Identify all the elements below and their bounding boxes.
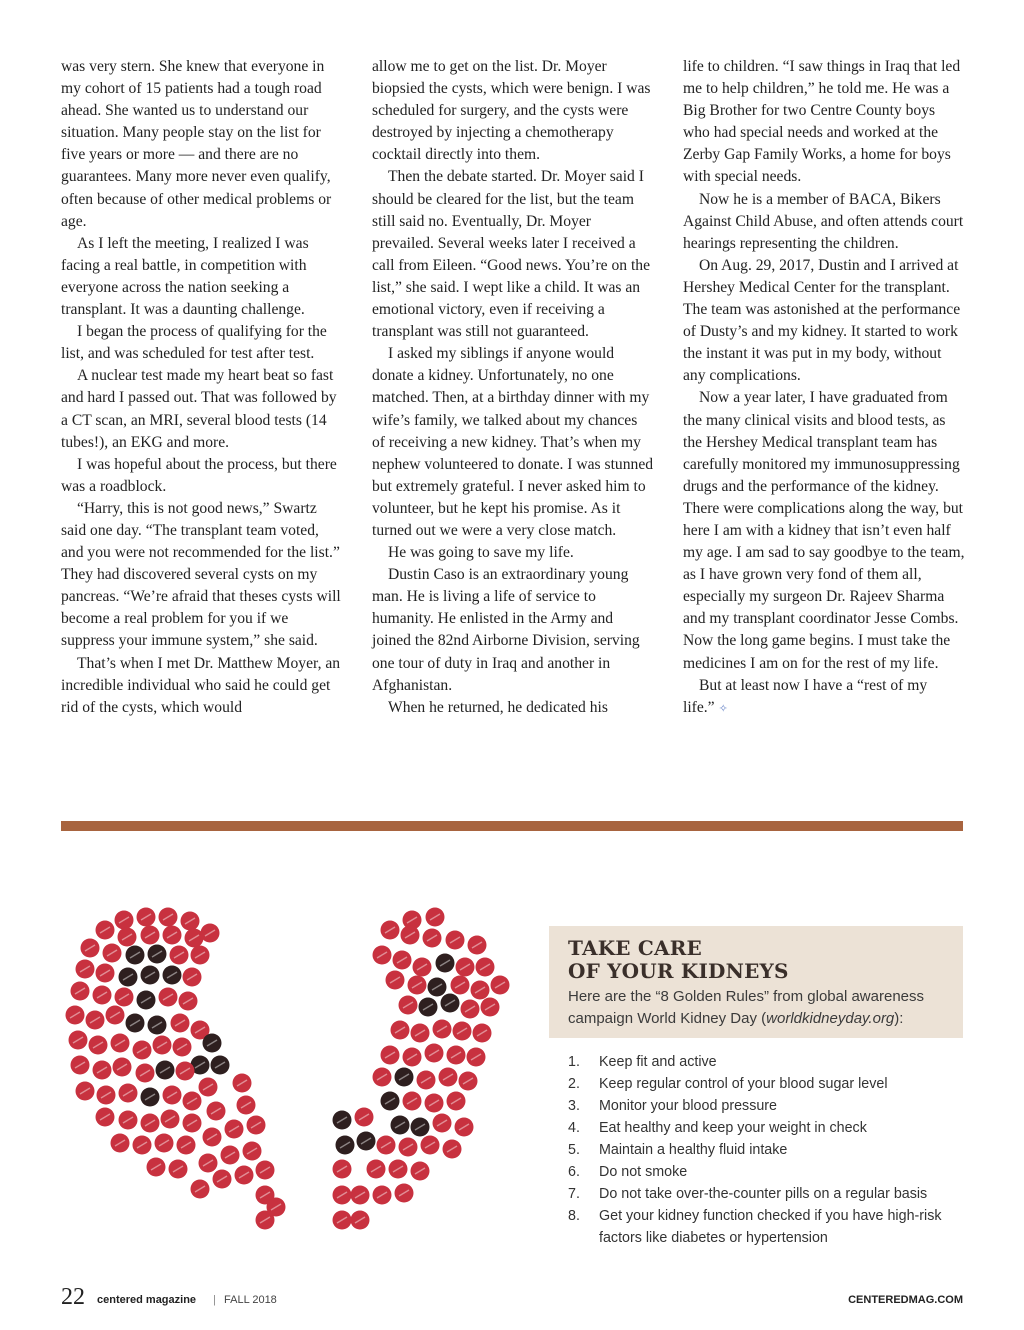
paragraph (683, 675, 965, 720)
sidebar-intro (568, 986, 953, 1030)
list-item (568, 1183, 963, 1205)
list-text: Maintain a healthy fluid intake (599, 1142, 788, 1158)
list-number: 1. (568, 1054, 580, 1070)
list-text: Monitor your blood pressure (599, 1098, 778, 1114)
sidebar-title-line-2: OF YOUR KIDNEYS (568, 959, 789, 983)
section-divider (61, 821, 963, 831)
sidebar-title (568, 937, 789, 983)
paragraph: Now he is a member of BACA, Bikers Against Child Abuse, and often attends court hearings representing the children. (683, 190, 964, 252)
list-item (568, 1139, 963, 1161)
paragraph: Dustin Caso is an extraordinary young man. He is living a life of service to humanity. He enlisted in the Army and joined the 82nd Airborne Division, serving one tour of duty in Iraq and another in Afghanistan. (372, 566, 640, 694)
golden-rules-list (568, 1051, 963, 1249)
paragraph: Now a year later, I have graduated from the many clinical visits and blood tests, as the Hershey Medical transplant team has carefully monitored my immunosuppressing drugs and the performance of the kidney. There were complications along the way, but here I am with a kidney that isn’t even half my age. I am sad to say goodbye to the team, as I have grown very fond of them all, especially my surgeon Dr. Rajeev Sharma and my transplant coordinator Jesse Combs. Now the long game begins. I must take the medicines I am on for the rest of my life. (683, 389, 965, 672)
article-column-3 (683, 56, 965, 720)
paragraph: As I left the meeting, I realized I was facing a real battle, in competition with everyone across the nation seeking a transplant. It was a daunting challenge. (61, 234, 309, 319)
paragraph: That’s when I met Dr. Matthew Moyer, an incredible individual who said he could get rid of the cysts, which would (61, 654, 341, 716)
page-number: 22 (61, 1284, 85, 1310)
list-number: 3. (568, 1098, 580, 1114)
list-text: Do not smoke (599, 1164, 688, 1180)
list-item (568, 1117, 963, 1139)
list-number: 7. (568, 1186, 580, 1202)
paragraph: Then the debate started. Dr. Moyer said I should be cleared for the list, but the team still said no. Eventually, Dr. Moyer prevailed. Several weeks later I received a call from Eileen. “Good news. You’re on the list,” she said. I wept like a child. It was an emotional victory, even if receiving a transplant was still not guaranteed. (372, 168, 651, 341)
article-column-2 (372, 56, 654, 719)
list-text: Keep regular control of your blood sugar level (599, 1076, 888, 1092)
list-item (568, 1205, 963, 1249)
end-mark-icon: ✧ (718, 702, 728, 715)
list-item (568, 1095, 963, 1117)
list-number: 2. (568, 1076, 580, 1092)
website-link[interactable]: CENTEREDMAG.COM (848, 1294, 963, 1306)
list-text: Do not take over-the-counter pills on a regular basis (599, 1186, 928, 1202)
sidebar-title-line-1: TAKE CARE (568, 936, 702, 960)
list-item (568, 1051, 963, 1073)
paragraph: When he returned, he dedicated his (388, 698, 608, 716)
paragraph: I asked my siblings if anyone would donate a kidney. Unfortunately, no one matched. Then, at a birthday dinner with my wife’s family, we talked about my chances of receiving a new kidney. That’s when my nephew volunteered to donate. I was stunned but extremely grateful. I never asked him to volunteer, but he kept his promise. As it turned out we were a very close match. (372, 345, 654, 539)
paragraph: A nuclear test made my heart beat so fast and hard I passed out. That was followed by a CT scan, an MRI, several blood tests (14 tubes!), an EKG and more. (61, 367, 337, 451)
list-text: Get your kidney function checked if you have high-risk factors like diabetes or hypertension (599, 1208, 942, 1246)
intro-text: Here are the “8 Golden Rules” from global awareness campaign World Kidney Day ( (568, 988, 925, 1027)
paragraph: I was hopeful about the process, but there was a roadblock. (61, 455, 337, 495)
paragraph: allow me to get on the list. Dr. Moyer biopsied the cysts, which were benign. I was scheduled for surgery, and the cysts were destroyed by injecting a chemotherapy cocktail directly into them. (372, 58, 651, 164)
list-number: 5. (568, 1142, 580, 1158)
list-number: 4. (568, 1120, 580, 1136)
list-number: 6. (568, 1164, 580, 1180)
intro-website-link: worldkidneyday.org (766, 1010, 895, 1027)
list-item (568, 1161, 963, 1183)
article-column-1 (61, 56, 343, 719)
list-text: Keep fit and active (599, 1054, 717, 1070)
list-item (568, 1073, 963, 1095)
kidney-pills-illustration (60, 905, 510, 1235)
paragraph: was very stern. She knew that everyone in my cohort of 15 patients had a tough road ahead. She wanted us to understand our situation. Many people stay on the list for five years or more — and there are no guarantees. Many more never even qualify, often because of other medical problems or age. (61, 58, 332, 230)
paragraph: He was going to save my life. (388, 544, 574, 562)
paragraph: On Aug. 29, 2017, Dustin and I arrived at Hershey Medical Center for the transplant. The team was astonished at the performance of Dusty’s and my kidney. It started to work the instant it was put in my body, without any complications. (683, 256, 961, 385)
list-number: 8. (568, 1208, 580, 1224)
footer-separator: | (213, 1294, 216, 1306)
paragraph: I began the process of qualifying for the list, and was scheduled for test after test. (61, 323, 327, 363)
paragraph: life to children. “I saw things in Iraq that led me to help children,” he told me. He was a Big Brother for two Centre County boys who had special needs and worked at the Zerby Gap Family Works, a home for boys with special needs. (683, 58, 961, 186)
issue-label: FALL 2018 (224, 1294, 277, 1306)
paragraph: “Harry, this is not good news,” Swartz said one day. “The transplant team voted, and you were not recommended for the list.” They had discovered several cysts on my pancreas. “We’re afraid that theses cysts will become a real problem for you if we suppress your immune system,” she said. (61, 499, 341, 650)
list-text: Eat healthy and keep your weight in check (599, 1120, 867, 1136)
magazine-name: centered magazine (97, 1294, 197, 1306)
intro-text-end: ): (894, 1010, 904, 1027)
final-paragraph-text: But at least now I have a “rest of my life.” (683, 676, 928, 716)
